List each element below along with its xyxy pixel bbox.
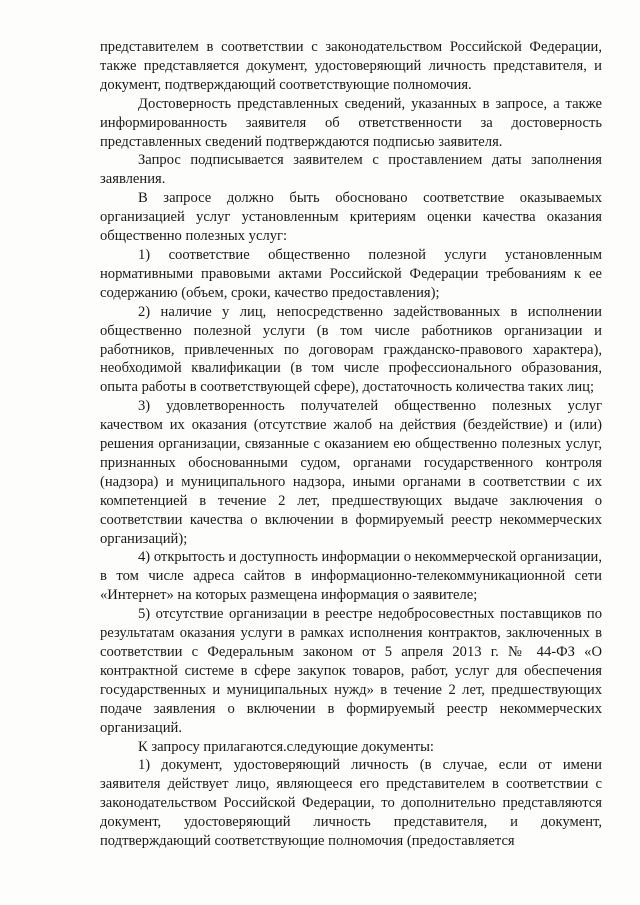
paragraph-criteria-intro: В запросе должно быть обосновано соответствие оказываемых организацией услуг установленным критериям оценки качества оказания общественно полезных услуг: [100, 190, 602, 245]
attachment-item-1: 1) документ, удостоверяющий личность (в случае, если от имени заявителя действует лицо, являющееся его представителем в соответствии с законодательством Российской Федерации, то дополнительно представляются документ, удостоверяющий личность представителя, и документ, подтверждающий соответствующие полномочия (предоставляется [100, 757, 602, 850]
paragraph-reliability: Достоверность представленных сведений, указанных в запросе, а также информированность заявителя об ответственности за достоверность представленных сведений подтверждаются подписью заявителя. [100, 95, 602, 150]
list-item-2: 2) наличие у лиц, непосредственно задействованных в исполнении общественно полезной услуги (в том числе работников организации и работников, привлеченных по договорам гражданско-правового характера), необходимой квалификации (в том числе профессионального образования, опыта работы в соответствующей сфере), достаточность количества таких лиц; [100, 303, 602, 396]
list-item-3: 3) удовлетворенность получателей общественно полезных услуг качеством их оказания (отсутствие жалоб на действия (бездействие) и (или) решения организации, связанные с оказанием ею общественно полезных услуг, признанных обоснованными судом, органами государственного контроля (надзора) и муниципального надзора, иными органами в соответствии с их компетенцией в течение 2 лет, предшествующих выдаче заключения о соответствии качества о включении в формируемый реестр некоммерческих организаций); [100, 398, 602, 547]
list-item-4: 4) открытость и доступность информации о некоммерческой организации, в том числе адреса сайтов в информационно-телекоммуникационной сети «Интернет» на которых размещена информация о заявителе; [100, 549, 602, 604]
paragraph-attachments-intro: К запросу прилагаются.следующие документы: [138, 738, 434, 755]
list-item-1: 1) соответствие общественно полезной услуги установленным нормативными правовыми актами Российской Федерации требованиям к ее содержанию (объем, сроки, качество предоставления); [100, 246, 602, 301]
paragraph-continuation: представителем в соответствии с законодательством Российской Федерации, также представляется документ, удостоверяющий личность представителя, и документ, подтверждающий соответствующие полномочия. [100, 39, 602, 93]
list-item-5: 5) отсутствие организации в реестре недобросовестных поставщиков по результатам оказания услуги в рамках исполнения контрактов, заключенных в соответствии с Федеральным законом от 5 апреля 2013 г. № 44-ФЗ «О контрактной системе в сфере закупок товаров, работ, услуг для обеспечения государственных и муниципальных нужд» в течение 2 лет, предшествующих подаче заявления о включении в формируемый реестр некоммерческих организаций. [100, 606, 602, 736]
paragraph-signature: Запрос подписывается заявителем с проставлением даты заполнения заявления. [100, 152, 602, 188]
